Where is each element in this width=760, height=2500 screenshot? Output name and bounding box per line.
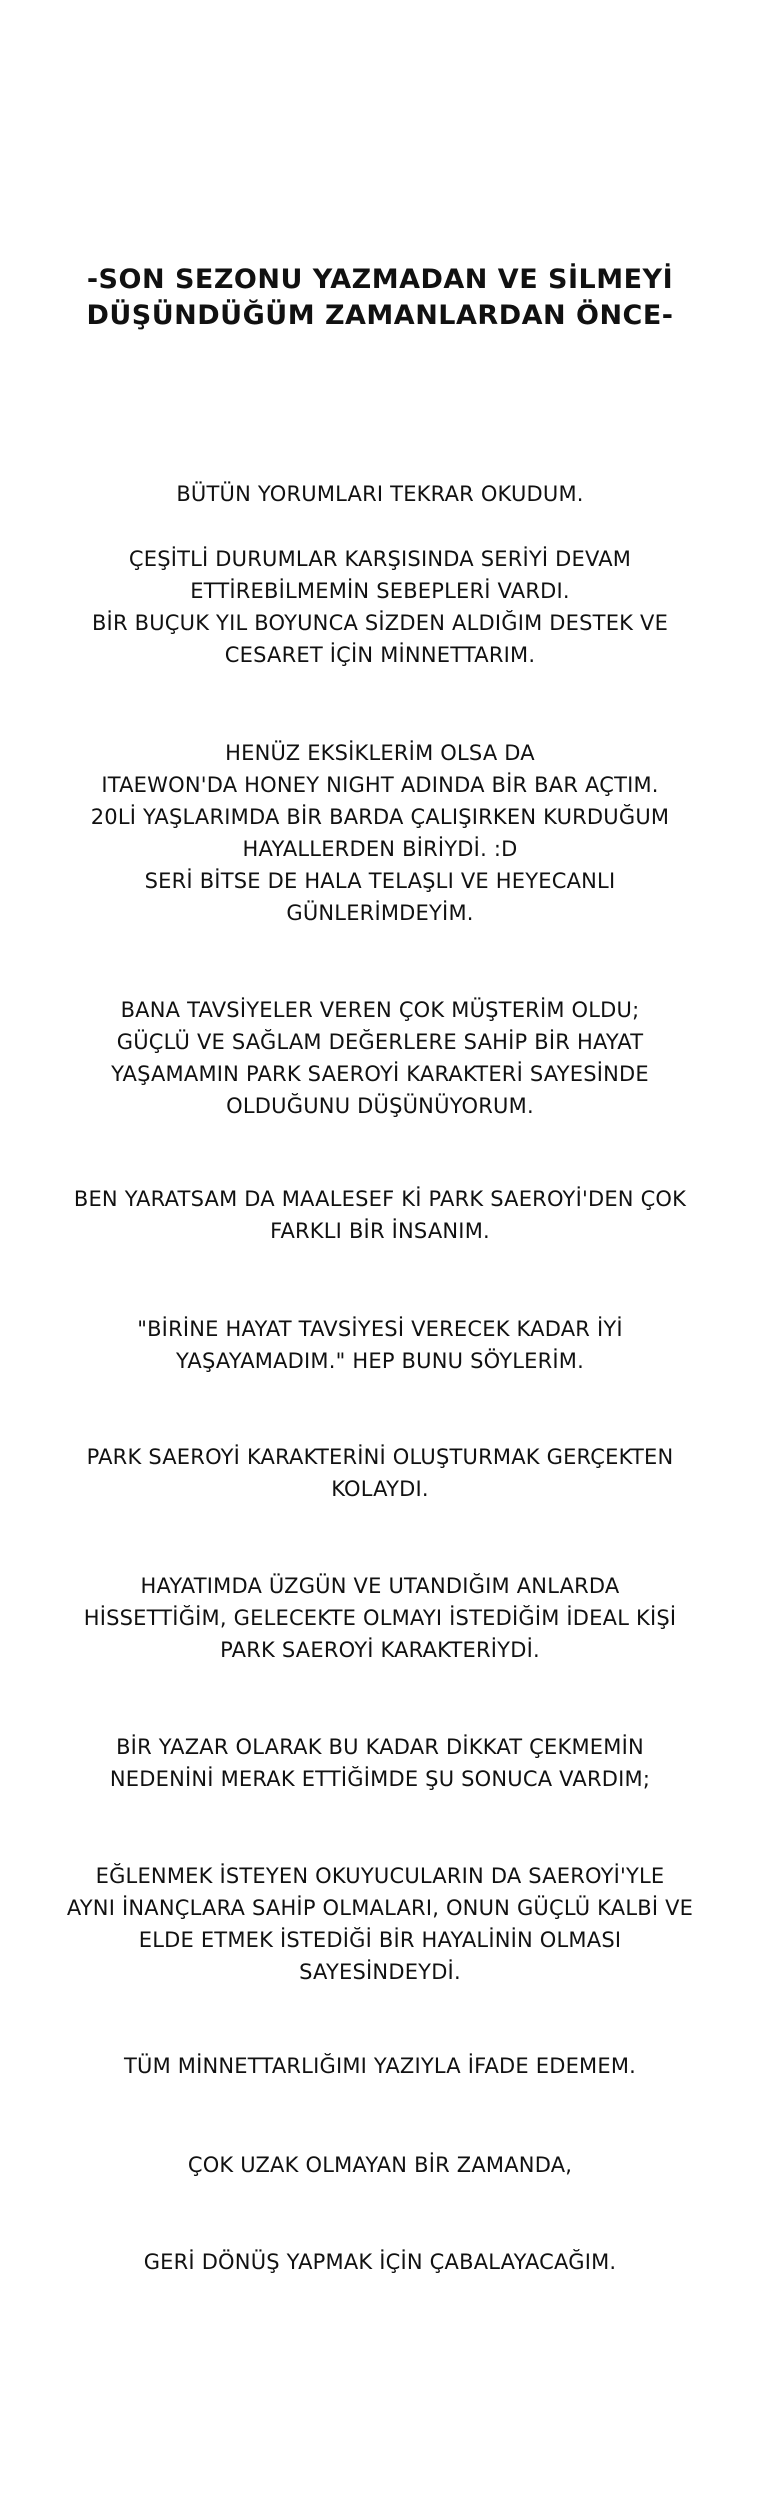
text-line: CESARET İÇİN MİNNETTARIM.	[224, 643, 536, 667]
text-line: HENÜZ EKSİKLERİM OLSA DA	[225, 741, 535, 765]
paragraph-13	[30, 2246, 730, 2278]
text-line: EĞLENMEK İSTEYEN OKUYUCULARIN DA SAEROYİ'YLE	[95, 1864, 665, 1888]
text-line: ÇOK UZAK OLMAYAN BİR ZAMANDA,	[187, 2153, 573, 2177]
paragraph-10	[30, 1860, 730, 1988]
text-line: SERİ BİTSE DE HALA TELAŞLI VE HEYECANLI	[144, 869, 616, 893]
text-line: GÜNLERİMDEYİM.	[286, 901, 474, 925]
text-line: AYNI İNANÇLARA SAHİP OLMALARI, ONUN GÜÇLÜ KALBİ VE	[66, 1896, 694, 1920]
text-line: GÜÇLÜ VE SAĞLAM DEĞERLERE SAHİP BİR HAYAT	[116, 1030, 644, 1054]
text-line: BİR BUÇUK YIL BOYUNCA SİZDEN ALDIĞIM DESTEK VE	[91, 611, 669, 635]
title-line: DÜŞÜNDÜĞÜM ZAMANLARDAN ÖNCE-	[86, 300, 674, 331]
text-line: YAŞAMAMIN PARK SAEROYİ KARAKTERİ SAYESİNDE	[111, 1062, 649, 1086]
text-line: NEDENİNİ MERAK ETTİĞİMDE ŞU SONUCA VARDIM;	[109, 1767, 651, 1791]
paragraph-7	[30, 1441, 730, 1505]
text-line: OLDUĞUNU DÜŞÜNÜYORUM.	[226, 1094, 534, 1118]
text-line: YAŞAYAMADIM." HEP BUNU SÖYLERİM.	[176, 1349, 584, 1373]
text-line: ITAEWON'DA HONEY NIGHT ADINDA BİR BAR AÇTIM.	[101, 773, 659, 797]
text-line: ETTİREBİLMEMİN SEBEPLERİ VARDI.	[190, 579, 570, 603]
paragraph-12	[30, 2149, 730, 2181]
text-line: HAYALLERDEN BİRİYDİ. :D	[242, 837, 518, 861]
text-line: SAYESİNDEYDİ.	[299, 1960, 461, 1984]
text-line: PARK SAEROYİ KARAKTERİNİ OLUŞTURMAK GERÇEKTEN	[86, 1445, 674, 1469]
paragraph-4	[30, 994, 730, 1122]
text-line: 20Lİ YAŞLARIMDA BİR BARDA ÇALIŞIRKEN KURDUĞUM	[90, 805, 670, 829]
text-line: ELDE ETMEK İSTEDİĞİ BİR HAYALİNİN OLMASI	[138, 1928, 622, 1952]
paragraph-11	[30, 2050, 730, 2082]
text-line: HAYATIMDA ÜZGÜN VE UTANDIĞIM ANLARDA	[140, 1574, 620, 1598]
text-line: GERİ DÖNÜŞ YAPMAK İÇİN ÇABALAYACAĞIM.	[143, 2250, 617, 2274]
text-line: BİR YAZAR OLARAK BU KADAR DİKKAT ÇEKMEMİN	[116, 1735, 644, 1759]
text-line: TÜM MİNNETTARLIĞIMI YAZIYLA İFADE EDEMEM.	[123, 2054, 637, 2078]
paragraph-1	[30, 478, 730, 510]
paragraph-8	[30, 1570, 730, 1666]
paragraph-3	[30, 737, 730, 929]
text-line: BÜTÜN YORUMLARI TEKRAR OKUDUM.	[176, 482, 584, 506]
paragraph-6	[30, 1313, 730, 1377]
text-line: FARKLI BİR İNSANIM.	[270, 1219, 490, 1243]
paragraph-2	[30, 543, 730, 671]
paragraph-9	[30, 1731, 730, 1795]
text-line: PARK SAEROYİ KARAKTERİYDİ.	[220, 1638, 540, 1662]
paragraph-5	[30, 1183, 730, 1247]
text-line: HİSSETTİĞİM, GELECEKTE OLMAYI İSTEDİĞİM İDEAL KİŞİ	[83, 1606, 677, 1630]
text-line: BEN YARATSAM DA MAALESEF Kİ PARK SAEROYİ'DEN ÇOK	[73, 1187, 687, 1211]
text-line: KOLAYDI.	[331, 1477, 429, 1501]
text-line: BANA TAVSİYELER VEREN ÇOK MÜŞTERİM OLDU;	[120, 998, 640, 1022]
page-title	[0, 262, 760, 334]
text-line: "BİRİNE HAYAT TAVSİYESİ VERECEK KADAR İYİ	[137, 1317, 623, 1341]
title-line: -SON SEZONU YAZMADAN VE SİLMEYİ	[86, 264, 674, 295]
text-line: ÇEŞİTLİ DURUMLAR KARŞISINDA SERİYİ DEVAM	[128, 547, 632, 571]
